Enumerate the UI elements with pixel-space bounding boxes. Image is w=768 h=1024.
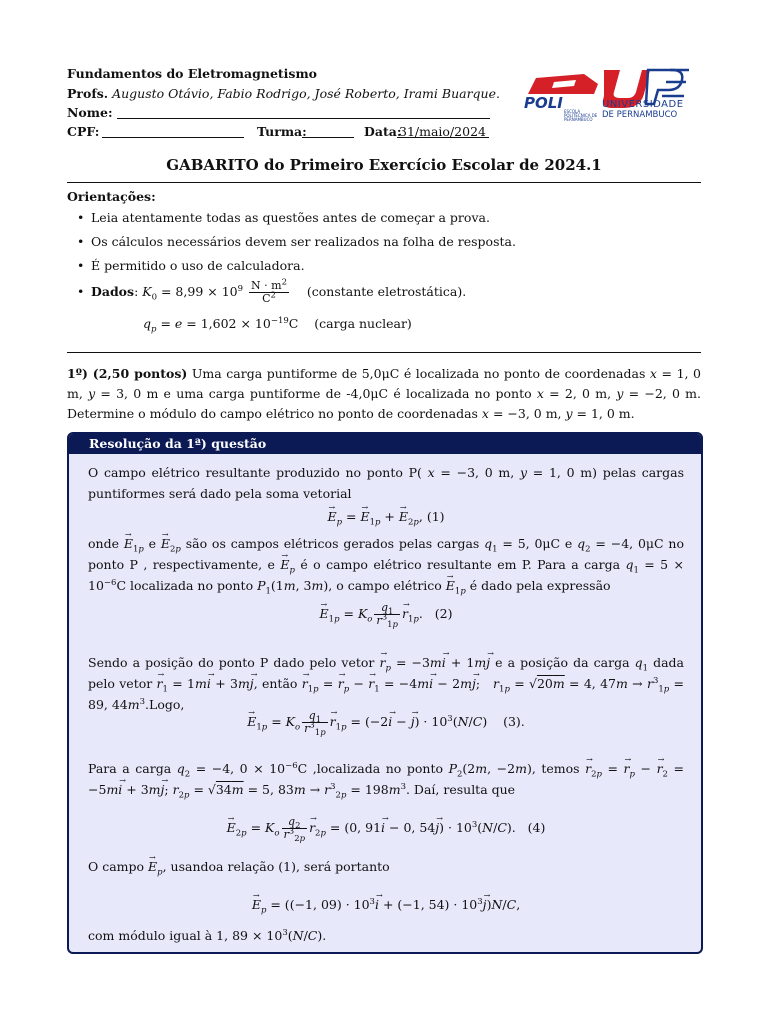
nome-field[interactable]: [117, 106, 490, 119]
nome-label: Nome:: [67, 105, 113, 120]
upe-logo-line1: UNIVERSIDADE: [602, 99, 684, 110]
resolution-paragraph: onde → $E_{1p}$ $e \to E_{2p}$ são os campos elétricos gerados pelas cargas $q_1 = 5$, 0μC e $q_2 = -4$, 0μC no ponto P , respectivamente, $e \to E_p$ é o campo elétrico resultante em P. Para a carga $q_1 = 5 \times 10^{-6}C$ localizada no ponto $P_1(1m$, 3m), o campo elétrico → $E_{1p}$ é dado pela expressão: [88, 533, 684, 596]
equation-3: → $E_{1p} = K_o$ $\frac{q_1}{r^3_{1p}}$ → $r_{1p} = (-2\to i$ − → $j) \cdot 10^3(N/C)$ (3).: [88, 710, 684, 735]
resolution-paragraph: O campo elétrico resultante produzido no ponto P( x = −3, 0 m, y = 1, 0 m) pelas cargas puntiformes será dado pela soma vetorial: [88, 465, 685, 501]
page-title: GABARITO do Primeiro Exercício Escolar de 2024.1: [166, 156, 602, 174]
title-rule: [67, 182, 701, 183]
orientacoes-title: Orientações:: [67, 189, 156, 204]
orientacao-item: • É permitido o uso de calculadora.: [77, 258, 305, 273]
profs-label: Profs.: [67, 86, 109, 101]
data-value: 31/maio/2024: [399, 124, 486, 139]
cpf-field[interactable]: [102, 125, 244, 138]
upe-logo-line2: DE PERNAMBUCO: [602, 110, 678, 120]
cpf-label: CPF:: [67, 124, 100, 139]
turma-field[interactable]: [302, 125, 354, 138]
orientacao-item: • Leia atentamente todas as questões antes de começar a prova.: [77, 210, 490, 225]
resolution-conclusion: com módulo igual à 1, $89 \times 10^3(N/C)$.: [88, 927, 327, 943]
qp-line: $q_p = e = 1,602 \times 10^{-19}C$ (carga nuclear): [143, 315, 412, 335]
equation-4: → $E_{2p} = K_o$ $\frac{q_2}{r^3_{2p}}$ → $r_{2p} = (0$, 91→ i − 0, $54\to j) \cdot 10^3(N/C)$. (4): [88, 816, 684, 841]
resolution-paragraph: Para a carga $q_2 = -4$, $0 \times 10^{-6}C$ ,localizada no ponto $P_2(2m$, −2m), temos → $r_{2p}$ = → $r_p$ − → $r_2 = -5m\to i + 3m\to j$; $r_{2p} = √34m = 5$, $83m \to r^3_{2p} = 198m^3$. Daí, resulta que: [88, 758, 684, 800]
poli-logo-text: POLI: [524, 94, 563, 112]
section-rule: [67, 352, 701, 353]
equation-5: → $E_p = ((-1$, $09) \cdot 10^3\to i + (-1$, $54) \cdot 10^3\to j)N/C$,: [88, 894, 684, 915]
professors-line: [67, 86, 500, 101]
resolution-paragraph: Sendo a posição do ponto P dado pelo vetor → $r_p = -3m\to i + 1m\to j$ e a posição da carga $q_1$ dada pelo vetor → $r_1 = 1m\to i + 3m\to j$, então → $r_{1p}$ = → $r_p$ − → $r_1 = -4m\to i - 2m\to j$; $r_{1p} = √20m = 4$, $47m \to r^3_{1p} = 89$, $44m^3.Logo$,: [88, 652, 684, 715]
data-label: Data:: [364, 124, 402, 139]
qp-note: (carga nuclear): [314, 316, 412, 331]
question-1-label: 1º) (2,50 pontos): [67, 366, 188, 381]
dados-item: • Dados: $K_0 = 8,99 \times 10^9$ $\frac{N \cdot m^2}{C^2}$ (constante eletrostática).: [77, 277, 467, 305]
poli-logo-subtext: ESCOLA POLITÉCNICA DE PERNAMBUCO: [564, 109, 598, 122]
profs-names: Augusto Otávio, Fabio Rodrigo, José Roberto, Irami Buarque.: [112, 86, 500, 101]
turma-label: Turma:: [257, 124, 307, 139]
resolution-box: [67, 432, 703, 954]
k0-note: (constante eletrostática).: [306, 284, 467, 299]
question-1: 1º) (2,50 pontos) Uma carga puntiforme de 5,0μC é localizada no ponto de coordenadas x = 1, 0 m, y = 3, 0 m e uma carga puntiforme de -4,0μC é localizada no ponto x = 2, 0 m, y = −2, 0 m. Determine o módulo do campo elétrico no ponto de coordenadas x = −3, 0 m, y = 1, 0 m.: [67, 366, 702, 421]
equation-1: → $E_p$ = → $E_{1p}$ + → $E_{2p}$, (1): [88, 506, 684, 527]
institution-logos: [524, 64, 689, 124]
course-name: Fundamentos do Eletromagnetismo: [67, 66, 318, 81]
equation-2: → $E_{1p} = K_o$ $\frac{q_1}{r^3_{1p}}$ → $r_{1p}$. (2): [88, 602, 684, 627]
resolution-paragraph: O campo → $E_p$, usandoa relação (1), será portanto: [88, 856, 684, 877]
resolution-title: Resolução da 1ª) questão: [69, 434, 701, 454]
orientacao-item: • Os cálculos necessários devem ser realizados na folha de resposta.: [77, 234, 516, 249]
